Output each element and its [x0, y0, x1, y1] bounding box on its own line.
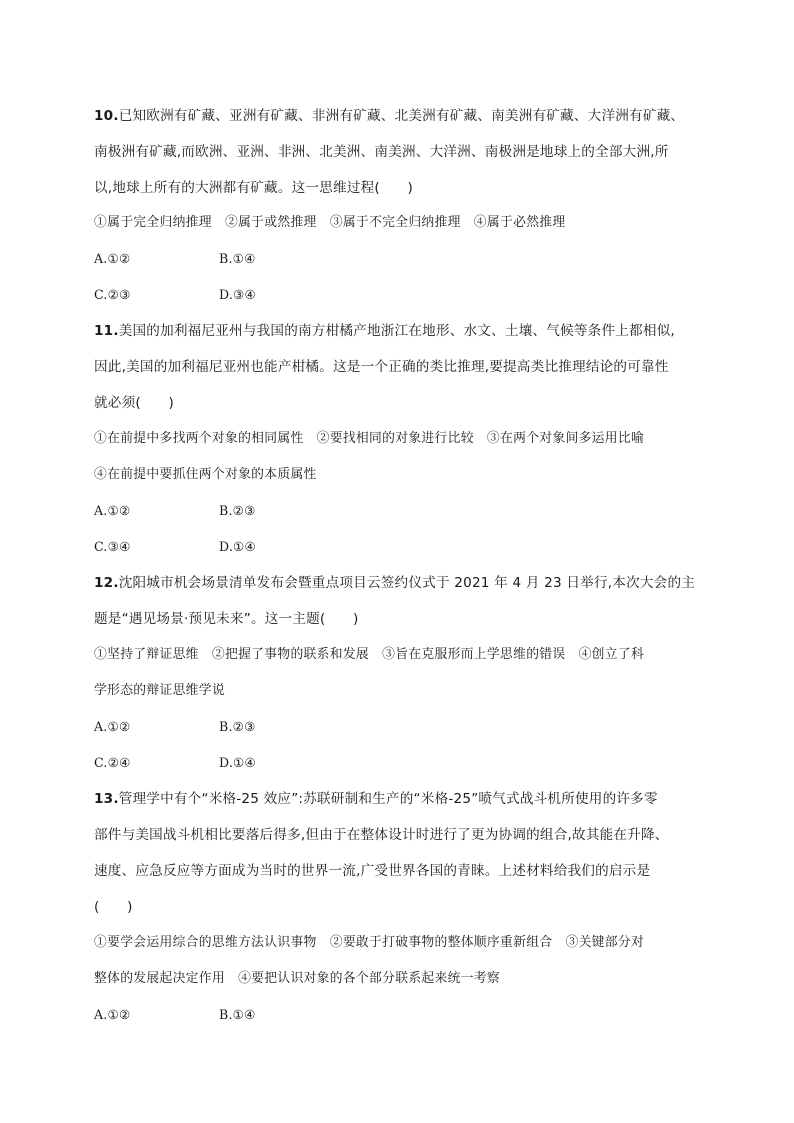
- question-10-answers-row-2: [94, 286, 256, 304]
- question-13-stem-line-3: 速度、应急反应等方面成为当时的世界一流,广受世界各国的青睐。上述材料给我们的启示是: [94, 863, 651, 879]
- question-11-answers-row-2: [94, 538, 256, 556]
- question-12-answers-row-2: [94, 754, 256, 772]
- question-13-stem-line-1: 13.管理学中有个“米格-25 效应”:苏联研制和生产的“米格-25”喷气式战斗机所使用的许多零: [94, 791, 658, 807]
- question-12-answers-row-1: [94, 718, 256, 736]
- question-10-stem-line-1: 10.已知欧洲有矿藏、亚洲有矿藏、非洲有矿藏、北美洲有矿藏、南美洲有矿藏、大洋洲有矿藏、: [94, 108, 685, 124]
- answer-a: A.①②: [94, 719, 131, 734]
- question-11-options-line-1: ①在前提中多找两个对象的相同属性 ②要找相同的对象进行比较 ③在两个对象间多运用比喻: [94, 431, 645, 446]
- question-13-stem-line-4: ( ): [94, 899, 133, 915]
- question-10-options: ①属于完全归纳推理 ②属于或然推理 ③属于不完全归纳推理 ④属于必然推理: [94, 215, 566, 230]
- question-10-number: 10.: [94, 108, 119, 124]
- answer-c: C.③④: [94, 539, 131, 554]
- question-12-options-line-2: 学形态的辩证思维学说: [94, 683, 225, 698]
- answer-a: A.①②: [94, 251, 131, 266]
- question-10-answers-row-1: [94, 250, 256, 268]
- answer-d: D.③④: [219, 287, 257, 302]
- question-13-options-line-1: ①要学会运用综合的思维方法认识事物 ②要敢于打破事物的整体顺序重新组合 ③关键部分对: [94, 935, 645, 950]
- question-13-options-line-2: 整体的发展起决定作用 ④要把认识对象的各个部分联系起来统一考察: [94, 971, 501, 986]
- question-11-number: 11.: [94, 323, 119, 339]
- question-13-answers-row-1: [94, 1006, 256, 1024]
- question-11-stem-line-3: 就必须( ): [94, 395, 174, 411]
- answer-a: A.①②: [94, 503, 131, 518]
- question-11-answers-row-1: [94, 502, 256, 520]
- answer-b: B.①④: [219, 1007, 256, 1022]
- question-12-number: 12.: [94, 575, 119, 591]
- question-12-stem-line-1: 12.沈阳城市机会场景清单发布会暨重点项目云签约仪式于 2021 年 4 月 23 日举行,本次大会的主: [94, 575, 696, 591]
- answer-c: C.②③: [94, 287, 131, 302]
- question-12-stem-line-2: 题是“遇见场景·预见未来”。这一主题( ): [94, 611, 359, 627]
- question-10-stem-line-2: 南极洲有矿藏,而欧洲、亚洲、非洲、北美洲、南美洲、大洋洲、南极洲是地球上的全部大洲,所: [94, 144, 669, 160]
- answer-b: B.②③: [219, 503, 256, 518]
- question-12-options-line-1: ①坚持了辩证思维 ②把握了事物的联系和发展 ③旨在克服形而上学思维的错误 ④创立了科: [94, 647, 645, 662]
- answer-d: D.①④: [219, 755, 257, 770]
- answer-d: D.①④: [219, 539, 257, 554]
- question-11-stem-line-1: 11.美国的加利福尼亚州与我国的南方柑橘产地浙江在地形、水文、土壤、气候等条件上都相似,: [94, 323, 675, 339]
- answer-c: C.②④: [94, 755, 131, 770]
- answer-b: B.①④: [219, 251, 256, 266]
- question-13-number: 13.: [94, 791, 119, 807]
- question-13-stem-line-2: 部件与美国战斗机相比要落后得多,但由于在整体设计时进行了更为协调的组合,故其能在升降、: [94, 827, 669, 843]
- answer-a: A.①②: [94, 1007, 131, 1022]
- question-11-options-line-2: ④在前提中要抓住两个对象的本质属性: [94, 467, 317, 482]
- question-10-stem-line-3: 以,地球上所有的大洲都有矿藏。这一思维过程( ): [94, 180, 413, 196]
- answer-b: B.②③: [219, 719, 256, 734]
- question-11-stem-line-2: 因此,美国的加利福尼亚州也能产柑橘。这是一个正确的类比推理,要提高类比推理结论的可靠性: [94, 359, 669, 375]
